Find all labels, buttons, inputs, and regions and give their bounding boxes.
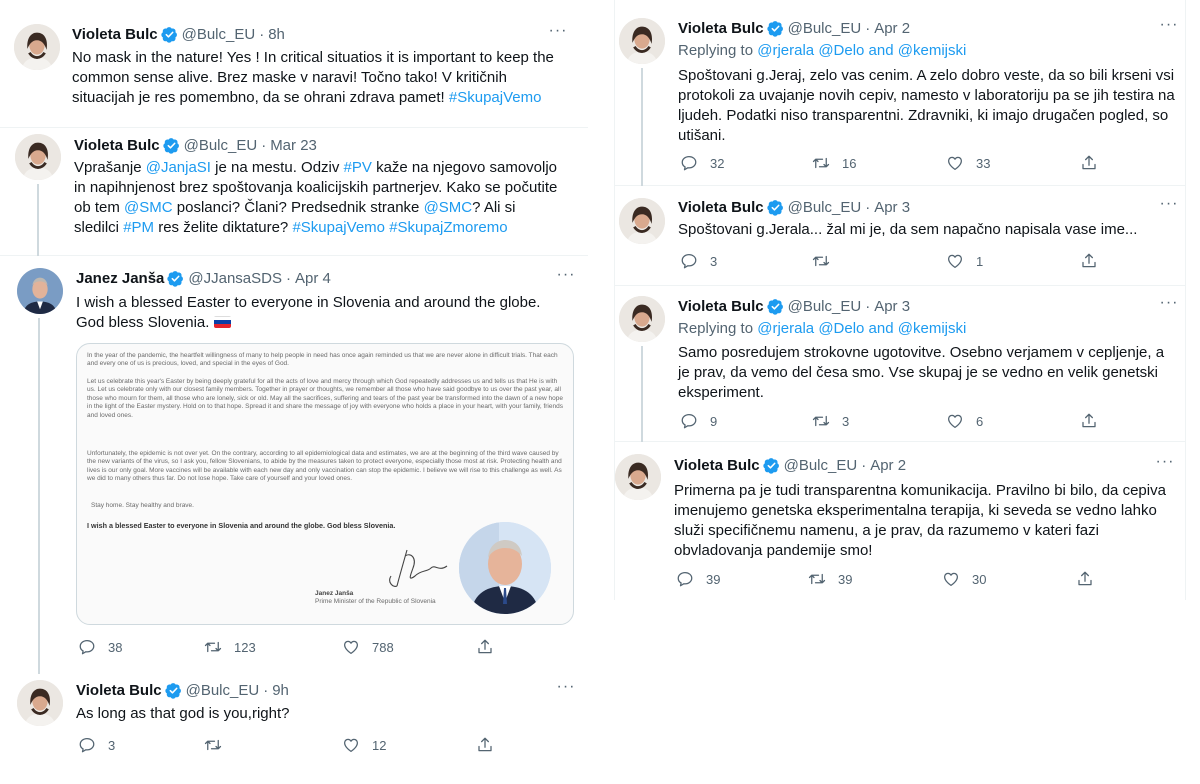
reply-button[interactable]: 32 [680,154,724,172]
tweet-actions [678,412,1118,432]
thread-line [641,346,643,442]
tweet-header [678,296,910,316]
left-timeline [0,0,588,784]
display-name[interactable]: Janez Janša [76,269,165,287]
mention-link[interactable]: @rjerala [757,320,815,337]
tweet[interactable] [615,442,1185,600]
reply-icon [78,638,108,656]
reply-icon [78,736,108,754]
reply-icon [680,252,710,270]
slovenia-flag-icon [214,316,231,328]
hashtag-or-mention-link[interactable]: #SkupajVemo [292,219,386,236]
reply-button[interactable]: 39 [676,570,720,588]
retweet-button[interactable]: 39 [808,570,852,588]
retweet-icon [812,412,842,430]
retweet-icon [808,570,838,588]
share-button[interactable] [476,736,494,754]
signature-title: Prime Minister of the Republic of Slovenia [315,598,436,605]
letter-paragraph: Unfortunately, the epidemic is not over yet. On the contrary, according to all epidemiological data and estimates, we are at the beginning of the third wave caused by the new variants of the virus, so I ask you, fellow Slovenians, to abide by the measures taken to protect everyone, especially those most at risk. Protecting health and lives is our only goal. More vaccines will be available with each new day and only vaccination can stop the epidemic. I believe we will rise to this challenge as well. As we did to many others thus far. Do not lose hope. Take care of yourself and your loved ones. [87,450,562,483]
like-button[interactable]: 33 [946,154,990,172]
hashtag-or-mention-link[interactable]: @JanjaSI [145,159,211,176]
timestamp[interactable]: 9h [272,681,289,699]
avatar[interactable] [17,680,63,726]
timestamp[interactable]: Apr 2 [870,456,907,474]
retweet-button[interactable] [812,252,842,270]
verified-badge-icon [163,137,180,154]
share-icon [1080,154,1098,172]
verified-badge-icon [767,20,784,37]
tweet-text: Spoštovani g.Jeraj, zelo vas cenim. A zelo dobro veste, da so bili krseni vsi protokoli za uvajanje novih cepiv, namesto v laboratoriju pa se jih testira na ljudeh. Podatki niso transparentni. Zdravniki, ki imajo drugačen pogled, so utišani. [678,67,1175,144]
like-button[interactable]: 30 [942,570,986,588]
separator-dot: · [286,269,291,287]
tweet-header [74,135,317,155]
tweet-header [72,24,285,44]
separator-dot: · [865,297,871,315]
heart-icon [942,570,972,588]
retweet-icon [204,638,234,656]
handle[interactable]: @Bulc_EU [185,681,260,699]
avatar[interactable] [619,296,665,342]
reply-button[interactable]: 9 [680,412,717,430]
separator-dot: · [261,136,267,154]
mention-link[interactable]: @kemijski [897,320,967,337]
hashtag-or-mention-link[interactable]: #SkupajVemo [448,89,542,106]
heart-icon [342,638,372,656]
replying-to: Replying to @rjerala @Delo and @kemijski [678,320,967,337]
verified-badge-icon [763,457,780,474]
tweet[interactable] [0,128,588,256]
retweet-icon [812,252,842,270]
reply-icon [680,412,710,430]
mention-link[interactable]: @rjerala [757,42,815,59]
more-options-icon[interactable]: ··· [1155,453,1175,470]
thread-line [641,68,643,186]
handle[interactable]: @JJansaSDS [188,269,282,287]
retweet-button[interactable] [204,736,234,754]
tweet[interactable] [0,256,588,674]
like-button[interactable]: 1 [946,252,983,270]
timestamp[interactable]: Apr 3 [874,297,911,315]
verified-badge-icon [161,26,178,43]
reply-button[interactable]: 38 [78,638,122,656]
like-button[interactable]: 12 [342,736,386,754]
handle[interactable]: @Bulc_EU [183,136,258,154]
separator-dot: · [865,198,871,216]
replying-to: Replying to @rjerala @Delo and @kemijski [678,42,967,59]
hashtag-or-mention-link[interactable]: #PV [343,159,372,176]
share-icon [1080,412,1098,430]
tweet-header [678,18,910,38]
handle[interactable]: @Bulc_EU [787,297,862,315]
tweet-text: Primerna pa je tudi transparentna komunikacija. Pravilno bi bilo, da cepiva imenujemo genetska eksperimentalna terapija, ki seveda se vedno lahko služi specifičnemu namenu, a je prav, da razumemo v kateri fazi obvladovanja pandemije smo! [674,482,1166,559]
retweet-button[interactable]: 123 [204,638,256,656]
tweet-text: No mask in the nature! Yes ! In critical situatios it is important to keep the common sense alive. Brez maske v naravi! Točno tako! V kritičnih situacijah je res pomembno, da se ohrani zdrava pamet! #SkupajVemo [72,49,554,106]
reply-icon [680,154,710,172]
signature-name: Janez Janša [315,590,354,597]
display-name[interactable]: Violeta Bulc [76,681,162,699]
hashtag-or-mention-link[interactable]: #PM [123,219,155,236]
media-image[interactable] [76,343,574,625]
display-name[interactable]: Violeta Bulc [74,136,160,154]
more-options-icon[interactable]: ··· [1159,294,1179,311]
reply-icon [676,570,706,588]
timestamp[interactable]: Mar 23 [270,136,317,154]
profile-photo [619,296,665,342]
share-button[interactable] [1080,412,1098,430]
display-name[interactable]: Violeta Bulc [678,19,764,37]
hashtag-or-mention-link[interactable]: #SkupajZmoremo [389,219,508,236]
profile-photo [615,454,661,500]
tweet-header [678,197,910,217]
timestamp[interactable]: 8h [268,25,285,43]
tweet-header [76,268,331,288]
signature [377,542,457,592]
like-button[interactable]: 788 [342,638,394,656]
hashtag-or-mention-link[interactable]: @SMC [124,199,173,216]
avatar[interactable] [14,24,60,70]
retweet-icon [812,154,842,172]
retweet-icon [204,736,234,754]
share-icon [476,736,494,754]
verified-badge-icon [767,298,784,315]
share-button[interactable] [1080,252,1098,270]
tweet-text: As long as that god is you,right? [76,705,290,722]
profile-photo [619,18,665,64]
more-options-icon[interactable]: ··· [548,22,568,39]
separator-dot: · [259,25,265,43]
verified-badge-icon [767,199,784,216]
display-name[interactable]: Violeta Bulc [674,456,760,474]
more-options-icon[interactable]: ··· [556,678,576,695]
share-icon [1080,252,1098,270]
timestamp[interactable]: Apr 3 [874,198,911,216]
tweet-text: Spoštovani g.Jerala... žal mi je, da sem napačno napisala vase ime... [678,221,1138,238]
verified-badge-icon [167,270,184,287]
verified-badge-icon [165,682,182,699]
letter-paragraph: In the year of the pandemic, the heartfelt willingness of many to help people in need has once again reminded us that we are never alone in difficult trials. That each and every one of us is precious, loved, and special in the eyes of God. [87,352,558,368]
mention-link[interactable]: @kemijski [897,42,967,59]
tweet-header [674,455,906,475]
tweet[interactable] [0,674,588,784]
avatar[interactable] [619,198,665,244]
reply-button[interactable]: 3 [680,252,717,270]
tweet[interactable] [615,0,1185,186]
handle[interactable]: @Bulc_EU [181,25,256,43]
profile-photo [619,198,665,244]
mention-link[interactable]: @Delo [818,320,865,337]
tweet-text: Vprašanje @JanjaSI je na mestu. Odziv #PV kaže na njegovo samovoljo in napihnjenost brez spoštovanja koalicijskih partnerjev. Kako se počutite ob tem @SMC poslanci? Člani? Predsednik stranke @SMC? Ali si sledilci #PM res želite diktature? #SkupajVemo #SkupajZmoremo [74,159,558,236]
tweet[interactable] [0,0,588,128]
letter-paragraph: Let us celebrate this year's Easter by being deeply grateful for all the acts of love and mercy through which God repeatedly addresses us and tells us that He is with us. Let us celebrate only with our closest family members. Together in prayer or thoughts, we remember all those who have said goodbye to us over the past year, all those who mourn for them, all those who are lonely, sick or old. May all the sacrifices, suffering and tears of the past year be transformed into the dawn of a new hope in the light of the Easter mystery. Hold on to that hope. Spread it and share the message of joy with everyone who holds a place in your heart, with your family, friends and loved ones. [87,378,563,419]
profile-photo [17,268,63,314]
share-button[interactable] [1080,154,1098,172]
handle[interactable]: @Bulc_EU [787,198,862,216]
retweet-button[interactable]: 3 [812,412,849,430]
profile-photo [14,24,60,70]
profile-photo [17,680,63,726]
heart-icon [946,154,976,172]
separator-dot: · [861,456,867,474]
tweet-header [76,680,289,700]
share-icon [1076,570,1094,588]
tweet[interactable] [615,186,1185,286]
handle[interactable]: @Bulc_EU [787,19,862,37]
more-options-icon[interactable]: ··· [556,266,576,283]
display-name[interactable]: Violeta Bulc [678,198,764,216]
tweet-actions [678,252,1118,272]
profile-photo [15,134,61,180]
display-name[interactable]: Violeta Bulc [72,25,158,43]
mention-link[interactable]: @Delo [818,42,865,59]
reply-button[interactable]: 3 [78,736,115,754]
tweet-text: Samo posredujem strokovne ugotovitve. Osebno verjamem v cepljenje, a je prav, da vemo del česa smo. Vse skupaj je se vedno en velik genetski eksperiment. [678,344,1165,401]
more-options-icon[interactable]: ··· [1159,195,1179,212]
separator-dot: · [865,19,871,37]
retweet-button[interactable]: 16 [812,154,856,172]
timestamp[interactable]: Apr 2 [874,19,911,37]
tweet-actions [678,154,1118,174]
tweet-actions [76,736,516,756]
letter-paragraph: Stay home. Stay healthy and brave. [91,502,194,509]
heart-icon [946,412,976,430]
share-button[interactable] [1076,570,1094,588]
display-name[interactable]: Violeta Bulc [678,297,764,315]
more-options-icon[interactable]: ··· [1159,16,1179,33]
hashtag-or-mention-link[interactable]: @SMC [423,199,473,216]
thread-line [37,184,39,256]
share-button[interactable] [476,638,494,656]
tweet[interactable] [615,286,1185,442]
avatar[interactable] [619,18,665,64]
thread-line [38,318,40,674]
share-icon [476,638,494,656]
timestamp[interactable]: Apr 4 [295,269,331,287]
like-button[interactable]: 6 [946,412,983,430]
letter-wish: I wish a blessed Easter to everyone in Slovenia and around the globe. God bless Slovenia. [87,521,396,530]
portrait-photo [459,522,551,614]
heart-icon [946,252,976,270]
tweet-actions [76,638,516,658]
avatar[interactable] [615,454,661,500]
tweet-actions [674,570,1114,590]
heart-icon [342,736,372,754]
separator-dot: · [263,681,269,699]
tweet-text: I wish a blessed Easter to everyone in Slovenia and around the globe. God bless Slovenia. [76,294,541,331]
right-timeline [614,0,1186,600]
handle[interactable]: @Bulc_EU [783,456,858,474]
avatar[interactable] [17,268,63,314]
avatar[interactable] [15,134,61,180]
